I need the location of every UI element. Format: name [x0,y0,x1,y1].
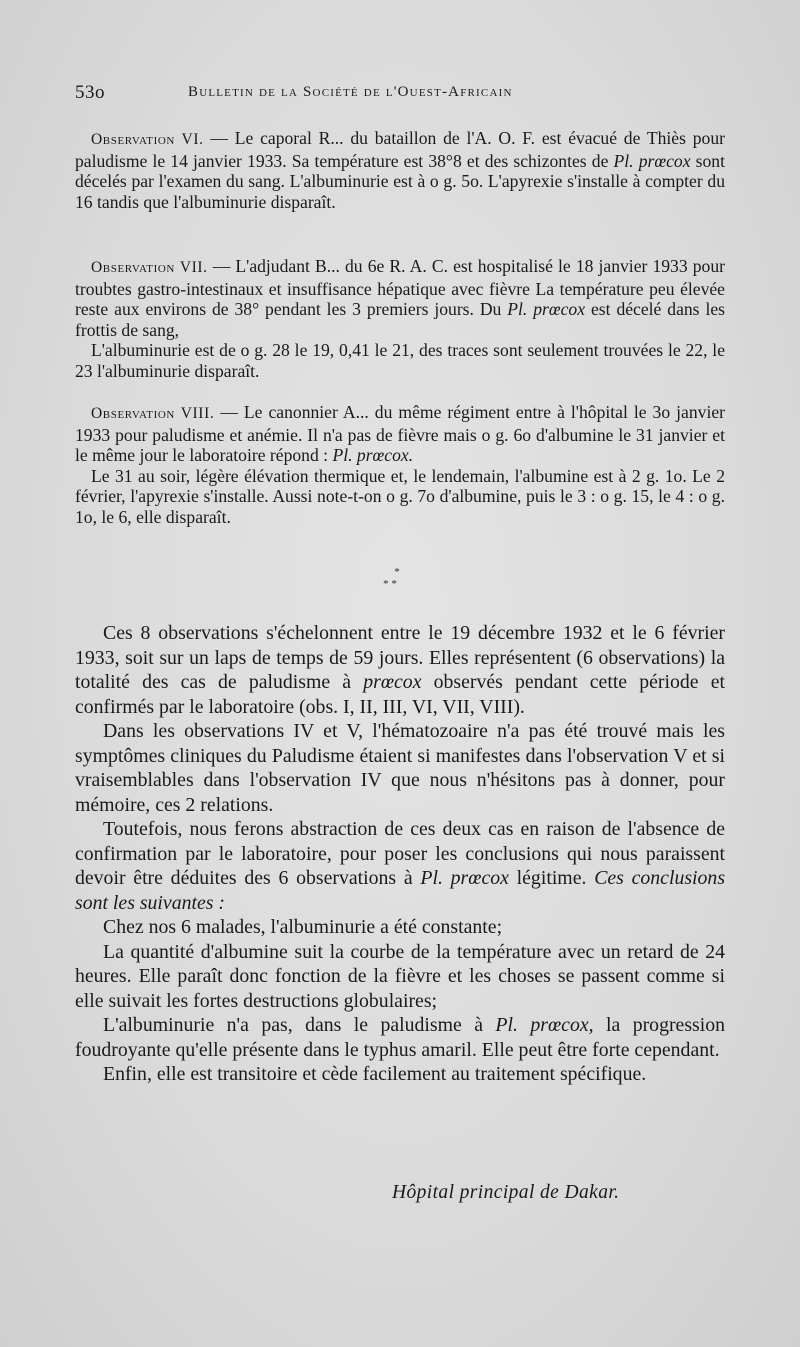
italic-text: Pl. prœcox. [332,445,414,466]
italic-text: prœcox [363,671,422,693]
observation-paragraph [75,340,725,381]
separator-star-top: * [394,566,400,578]
body-paragraph [75,621,725,719]
page-number: 53o [75,82,105,103]
text-run: Dans les observations IV et V, l'hématozoaire n'a pas été trouvé mais les symptômes cliniques du Paludisme étaient si manifestes dans l'observation V et si vraisemblables dans l'observation IV que nous n'hésitons pas à donner, pour mémoire, ces 2 relations. [75,720,725,816]
text-run: — Le canonnier A... du même régiment entre à l'hôpital le 3o janvier 1933 pour paludisme et anémie. Il n'a pas de fièvre mais o g. 6o d'albumine le 31 janvier et le même jour le laboratoire répond : [75,402,725,466]
text-run: La quantité d'albumine suit la courbe de la température avec un retard de 24 heures. Elle paraît donc fonction de la fièvre et les choses se passent comme si elle suivait les fortes destructions globulaires; [75,940,725,1012]
text-run: légitime. [508,867,595,889]
body-paragraph [75,1062,725,1087]
text-run: la progression foudroyante qu'elle présente dans le typhus amaril. Elle peut être forte cependant. [75,1014,725,1061]
section-separator [360,566,420,600]
observation-label: Observation VI. [91,131,204,148]
observation-paragraph [75,128,725,212]
body-paragraph [75,719,725,817]
observation-paragraph [75,256,725,340]
observation-label: Observation VIII. [91,405,215,422]
observation-paragraph [75,402,725,466]
separator-stars-bottom: * * [383,578,397,590]
italic-text: Pl. prœcox, [495,1014,594,1036]
body-paragraph [75,915,725,940]
italic-text: Pl. prœcox [507,299,586,320]
body-paragraph [75,817,725,915]
signature-line: Hôpital principal de Dakar. [392,1182,620,1203]
text-run: Chez nos 6 malades, l'albuminurie a été constante; [103,916,503,938]
text-run: — Le caporal R... du bataillon de l'A. O. F. est évacué de Thiès pour paludisme le 14 janvier 1933. Sa température est 38°8 et des schizontes de [75,128,726,171]
body-paragraph [75,940,725,1014]
italic-text: Ces conclusions sont les suivantes : [75,867,726,914]
body-paragraph [75,1013,725,1062]
text-run: L'albuminurie est de o g. 28 le 19, 0,41 le 21, des traces sont seulement trouvées le 22, le 23 l'albuminurie disparaît. [75,340,725,381]
observation-6 [75,128,725,212]
text-run: est décelé dans les frottis de sang, [75,299,726,340]
main-text [75,621,725,1087]
observation-7 [75,256,725,382]
text-run: L'albuminurie n'a pas, dans le paludisme à [103,1014,496,1036]
text-run: sont décelés par l'examen du sang. L'albuminurie est à o g. 5o. L'apyrexie s'installe à compter du 16 tandis que l'albuminurie disparaît. [75,150,725,212]
italic-text: Pl. prœcox [613,150,691,171]
text-run: Toutefois, nous ferons abstraction de ces deux cas en raison de l'absence de confirmation par le laboratoire, pour poser les conclusions qui nous paraissent devoir être déduites des 6 observations à [75,818,725,889]
running-head: Bulletin de la Société de l'Ouest-Africain [188,84,513,100]
text-run: Le 31 au soir, légère élévation thermique et, le lendemain, l'albumine est à 2 g. 1o. Le 2 février, l'apyrexie s'installe. Aussi note-t-on o g. 7o d'albumine, puis le 3 : o g. 15, le 4 : o g. 1o, le 6, elle disparaît. [75,465,725,527]
text-run: Enfin, elle est transitoire et cède facilement au traitement spécifique. [103,1063,647,1085]
observation-paragraph [75,466,725,528]
italic-text: Pl. prœcox [420,867,509,889]
text-run: — L'adjudant B... du 6e R. A. C. est hospitalisé le 18 janvier 1933 pour troubtes gastro-intestinaux et insuffisance hépatique avec fièvre La température peu élevée reste aux environs de 38° pendant les 3 premiers jours. Du [75,256,725,320]
observation-8 [75,402,725,528]
text-run: Ces 8 observations s'échelonnent entre le 19 décembre 1932 et le 6 février 1933, soit sur un laps de temps de 59 jours. Elles représentent (6 observations) la totalité des cas de paludisme à [75,622,725,693]
page-header [75,82,735,110]
observation-label: Observation VII. [91,259,208,276]
text-run: observés pendant cette période et confirmés par le laboratoire (obs. I, II, III, VI, VII, VIII). [75,671,725,718]
